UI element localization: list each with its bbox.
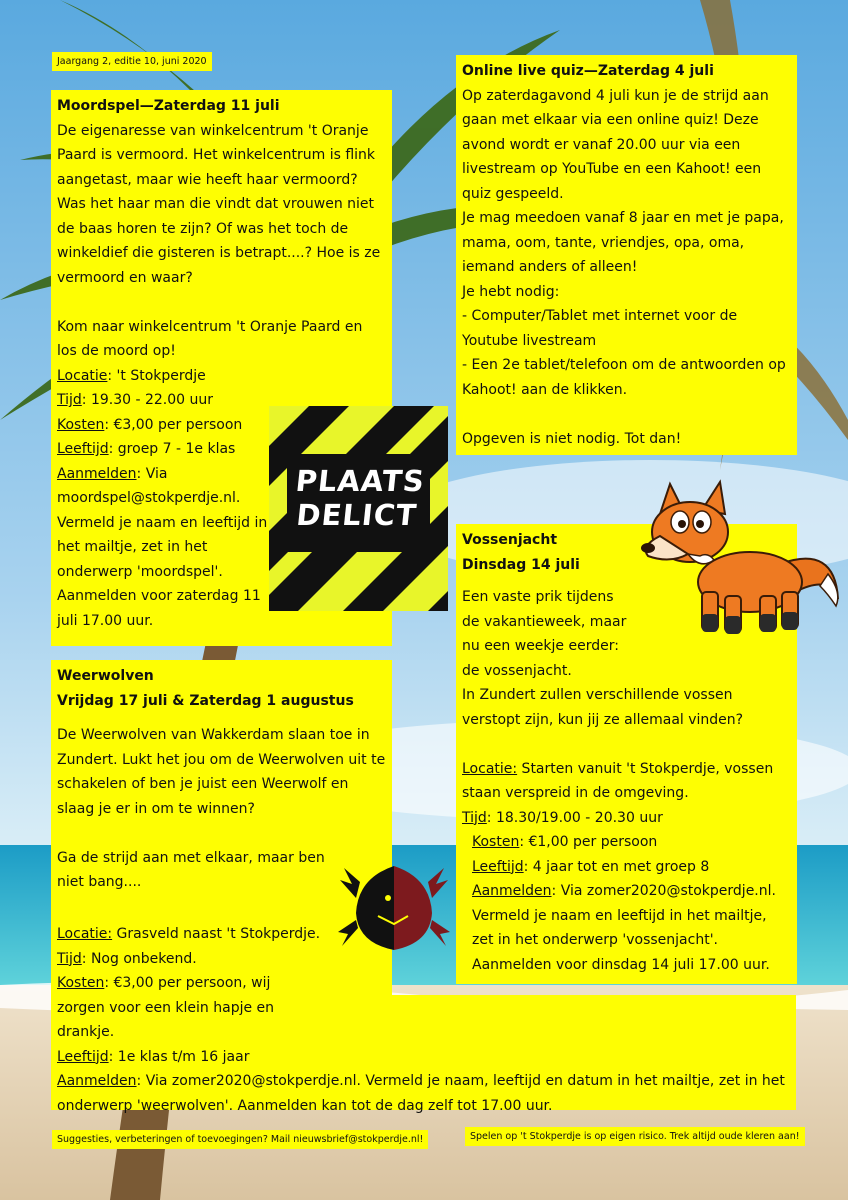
weerwolven-p2: Ga de strijd aan met elkaar, maar ben niet bang.... bbox=[57, 849, 325, 890]
vossen-leeftijd-label: Leeftijd bbox=[472, 858, 524, 875]
weerwolven-aanmelden: : Via zomer2020@stokperdje.nl. Vermeld je naam, leeftijd en datum in het mailtje, zet in het onderwerp 'weerwolven'. Aanmelden kan tot de dag zelf tot 17.00 uur. bbox=[57, 1073, 785, 1114]
moordspel-locatie: : 't Stokperdje bbox=[107, 367, 206, 384]
moordspel-details bbox=[57, 364, 275, 634]
weerwolven-title: Weerwolven bbox=[57, 668, 154, 684]
badge-text bbox=[283, 464, 433, 532]
weerwolven-aanmelden-label: Aanmelden bbox=[57, 1073, 137, 1089]
weerwolven-tijd: : Nog onbekend. bbox=[81, 950, 197, 967]
vossen-locatie-label: Locatie: bbox=[462, 760, 518, 777]
quiz-p1: Op zaterdagavond 4 juli kun je de strijd aan gaan met elkaar via een online quiz! Deze avond wordt er vanaf 20.00 uur via een livestream op YouTube en een Kahoot! een quiz gespeeld. bbox=[462, 87, 769, 202]
moordspel-kosten: : €3,00 per persoon bbox=[104, 416, 243, 433]
quiz-p4: - Computer/Tablet met internet voor de Youtube livestream bbox=[462, 308, 738, 349]
moordspel-cta: Kom naar winkelcentrum 't Oranje Paard en los de moord op! bbox=[57, 318, 363, 359]
vossen-aanmelden-label: Aanmelden bbox=[472, 883, 552, 899]
weerwolven-kosten: : €3,00 per persoon, wij zorgen voor een klein hapje en drankje. bbox=[57, 975, 275, 1040]
weerwolven-kosten-label: Kosten bbox=[57, 975, 105, 991]
moordspel-tijd-label: Tijd bbox=[57, 392, 82, 408]
badge-line-2: DELICT bbox=[294, 498, 419, 532]
weerwolven-locatie: Grasveld naast 't Stokperdje. bbox=[112, 926, 321, 942]
moordspel-kosten-label: Kosten bbox=[57, 416, 105, 433]
quiz-p2: Je mag meedoen vanaf 8 jaar en met je papa, mama, oom, tante, vriendjes, opa, oma, iemand anders of alleen! bbox=[462, 210, 784, 275]
weerwolven-tijd-label: Tijd bbox=[57, 950, 82, 967]
vossen-kosten: : €1,00 per persoon bbox=[519, 834, 658, 850]
vossen-l1: Een vaste prik tijdens bbox=[462, 589, 614, 605]
moordspel-locatie-label: Locatie bbox=[57, 367, 108, 384]
vossen-leeftijd: : 4 jaar tot en met groep 8 bbox=[523, 858, 710, 875]
vossen-l4: de vossenjacht. bbox=[462, 662, 572, 679]
vossen-p2: In Zundert zullen verschillende vossen verstopt zijn, kun jij ze allemaal vinden? bbox=[462, 687, 744, 728]
moordspel-leeftijd-label: Leeftijd bbox=[57, 441, 109, 457]
quiz-title: Online live quiz—Zaterdag 4 juli bbox=[462, 63, 714, 79]
weerwolven-subtitle: Vrijdag 17 juli & Zaterdag 1 augustus bbox=[57, 692, 354, 709]
fox-icon bbox=[630, 474, 842, 640]
badge-line-1: PLAATS bbox=[293, 464, 427, 498]
vossen-tijd-label: Tijd bbox=[462, 809, 487, 826]
moordspel-aanmelden: : Via moordspel@stokperdje.nl. Vermeld je naam en leeftijd in het mailtje, zet in het onderwerp 'moordspel'. Aanmelden voor zaterdag 11 juli 17.00 uur. bbox=[57, 465, 268, 629]
footer-right-note: Spelen op 't Stokperdje is op eigen risico. Trek altijd oude kleren aan! bbox=[465, 1127, 805, 1146]
moordspel-leeftijd: : groep 7 - 1e klas bbox=[108, 441, 236, 457]
vossen-details bbox=[462, 757, 791, 831]
vossen-l3: nu een weekje eerder: bbox=[462, 638, 619, 654]
weerwolven-leeftijd: : 1e klas t/m 16 jaar bbox=[108, 1048, 250, 1065]
vossen-l2: de vakantieweek, maar bbox=[462, 613, 627, 630]
moordspel-aanmelden-label: Aanmelden bbox=[57, 465, 137, 482]
werewolf-icon bbox=[338, 858, 450, 958]
vossen-tijd: : 18.30/19.00 - 20.30 uur bbox=[486, 809, 663, 826]
quiz-section bbox=[456, 55, 797, 455]
footer-left-note: Suggesties, verbeteringen of toevoegingen? Mail nieuwsbrief@stokperdje.nl! bbox=[52, 1130, 428, 1149]
plaats-delict-image bbox=[269, 406, 448, 611]
weerwolven-leeftijd-label: Leeftijd bbox=[57, 1048, 109, 1065]
vossen-title: Vossenjacht bbox=[462, 532, 558, 548]
edition-label: Jaargang 2, editie 10, juni 2020 bbox=[52, 52, 212, 71]
weerwolven-locatie-label: Locatie: bbox=[57, 926, 113, 942]
weerwolven-p1: De Weerwolven van Wakkerdam slaan toe in Zundert. Lukt het jou om de Weerwolven uit te schakelen of ben je juist een Weerwolf en slaag je er in om te winnen? bbox=[57, 727, 386, 817]
moordspel-title: Moordspel—Zaterdag 11 juli bbox=[57, 98, 280, 114]
vossen-locatie: Starten vanuit 't Stokperdje, vossen staan verspreid in de omgeving. bbox=[462, 760, 774, 801]
vossen-kosten-label: Kosten bbox=[472, 834, 520, 850]
quiz-p5: - Een 2e tablet/telefoon om de antwoorden op Kahoot! aan de klikken. bbox=[462, 357, 786, 398]
vossen-subtitle: Dinsdag 14 juli bbox=[462, 556, 580, 573]
quiz-p6: Opgeven is niet nodig. Tot dan! bbox=[462, 430, 682, 447]
moordspel-intro: De eigenaresse van winkelcentrum 't Oranje Paard is vermoord. Het winkelcentrum is flink aangetast, maar wie heeft haar vermoord? Was het haar man die vindt dat vrouwen niet de baas horen te zijn? Of was het toch de winkeldief die gisteren is betrapt....? Hoe is ze vermoord en waar? bbox=[57, 122, 381, 286]
moordspel-tijd: : 19.30 - 22.00 uur bbox=[81, 392, 214, 408]
quiz-p3: Je hebt nodig: bbox=[462, 283, 560, 300]
vossen-aanmelden: : Via zomer2020@stokperdje.nl. Vermeld je naam en leeftijd in het mailtje, zet in het onderwerp 'vossenjacht'. Aanmelden voor dinsdag 14 juli 17.00 uur. bbox=[472, 883, 776, 973]
